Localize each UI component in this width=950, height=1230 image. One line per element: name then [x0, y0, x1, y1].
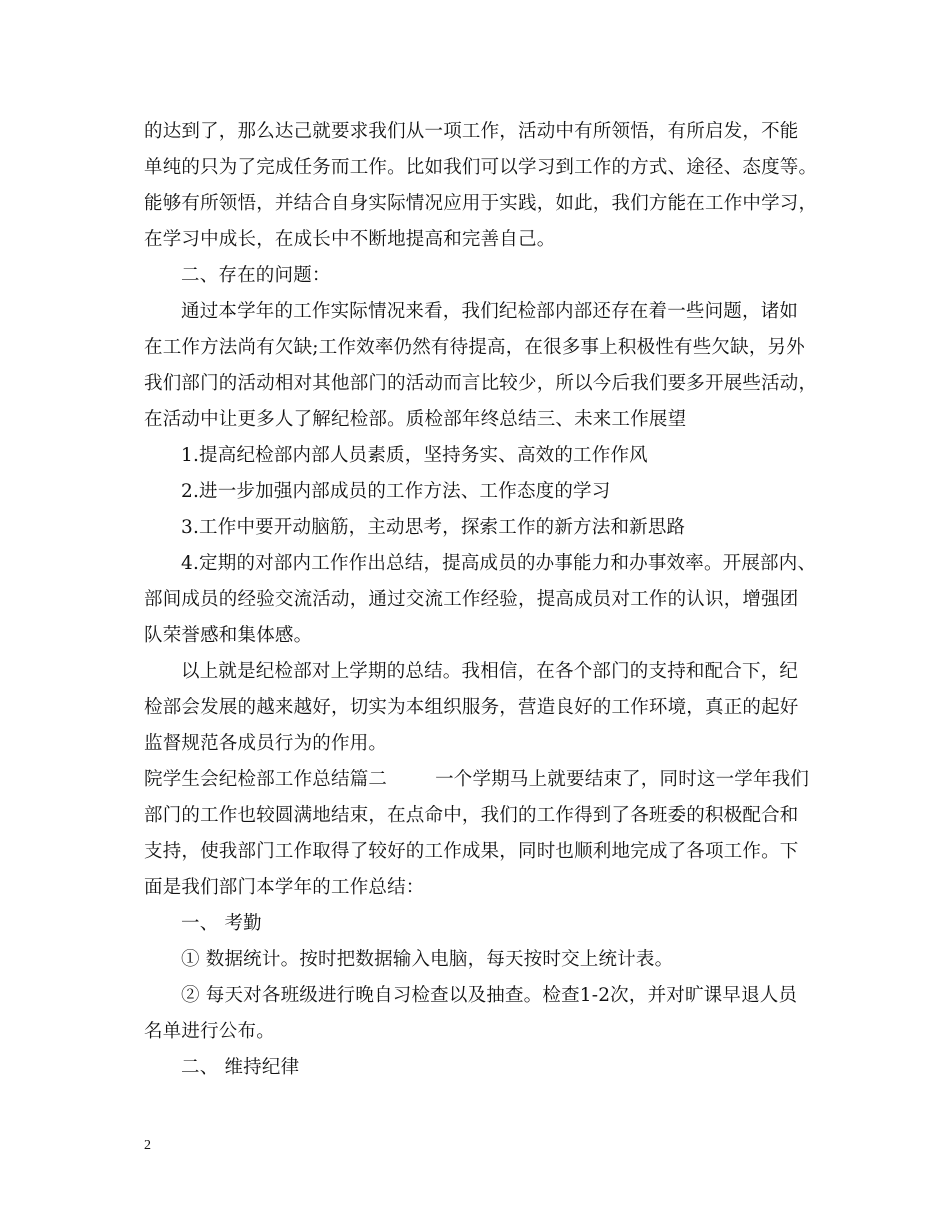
section-heading: 一、 考勤	[181, 913, 262, 934]
text-line: 在学习中成长，在成长中不断地提高和完善自己。	[144, 229, 556, 250]
text-line: 单纯的只为了完成任务而工作。比如我们可以学习到工作的方式、途径、态度等。	[144, 157, 818, 178]
text-line: 队荣誉感和集体感。	[144, 625, 313, 646]
text-line: 在活动中让更多人了解纪检部。质检部年终总结三、未来工作展望	[144, 409, 687, 430]
section-heading: 二、存在的问题：	[181, 265, 331, 286]
text-line: 以上就是纪检部对上学期的总结。我相信，在各个部门的支持和配合下，纪	[181, 661, 799, 682]
list-item: 3.工作中要开动脑筋，主动思考，探索工作的新方法和新思路	[181, 517, 686, 538]
page-number: 2	[144, 1138, 151, 1153]
document-body	[144, 114, 818, 1086]
text-line: 通过本学年的工作实际情况来看，我们纪检部内部还存在着一些问题，诸如	[181, 301, 799, 322]
text-line: 名单进行公布。	[144, 1021, 275, 1042]
text-line: 的达到了，那么达己就要求我们从一项工作，活动中有所领悟，有所启发，不能	[144, 121, 799, 142]
list-item: 1.提高纪检部内部人员素质，坚持务实、高效的工作作风	[181, 445, 648, 466]
list-item: ② 每天对各班级进行晚自习检查以及抽查。检查1-2次，并对旷课早退人员	[181, 985, 798, 1006]
list-item: 2.进一步加强内部成员的工作方法、工作态度的学习	[181, 481, 611, 502]
list-item: 4.定期的对部内工作作出总结，提高成员的办事能力和办事效率。开展部内、	[181, 553, 817, 574]
text-line: 部间成员的经验交流活动，通过交流工作经验，提高成员对工作的认识，增强团	[144, 589, 799, 610]
title-line	[144, 762, 810, 798]
text-line: 部门的工作也较圆满地结束，在点命中，我们的工作得到了各班委的积极配合和	[144, 805, 799, 826]
text-line: 我们部门的活动相对其他部门的活动而言比较少，所以今后我们要多开展些活动，	[144, 373, 818, 394]
text-line: 能够有所领悟，并结合自身实际情况应用于实践，如此，我们方能在工作中学习，	[144, 193, 818, 214]
section-title: 院学生会纪检部工作总结篇二	[144, 769, 388, 790]
text-line: 在工作方法尚有欠缺;工作效率仍然有待提高，在很多事上积极性有些欠缺，另外	[144, 337, 805, 358]
text-line: 检部会发展的越来越好，切实为本组织服务，营造良好的工作环境，真正的起好	[144, 697, 799, 718]
text-line: 面是我们部门本学年的工作总结：	[144, 877, 425, 898]
section-heading: 二、 维持纪律	[181, 1057, 300, 1078]
list-item: ① 数据统计。按时把数据输入电脑，每天按时交上统计表。	[181, 949, 674, 970]
text-line: 监督规范各成员行为的作用。	[144, 733, 388, 754]
section-intro: 一个学期马上就要结束了，同时这一学年我们	[435, 769, 810, 790]
text-line: 支持，使我部门工作取得了较好的工作成果，同时也顺利地完成了各项工作。下	[144, 841, 799, 862]
